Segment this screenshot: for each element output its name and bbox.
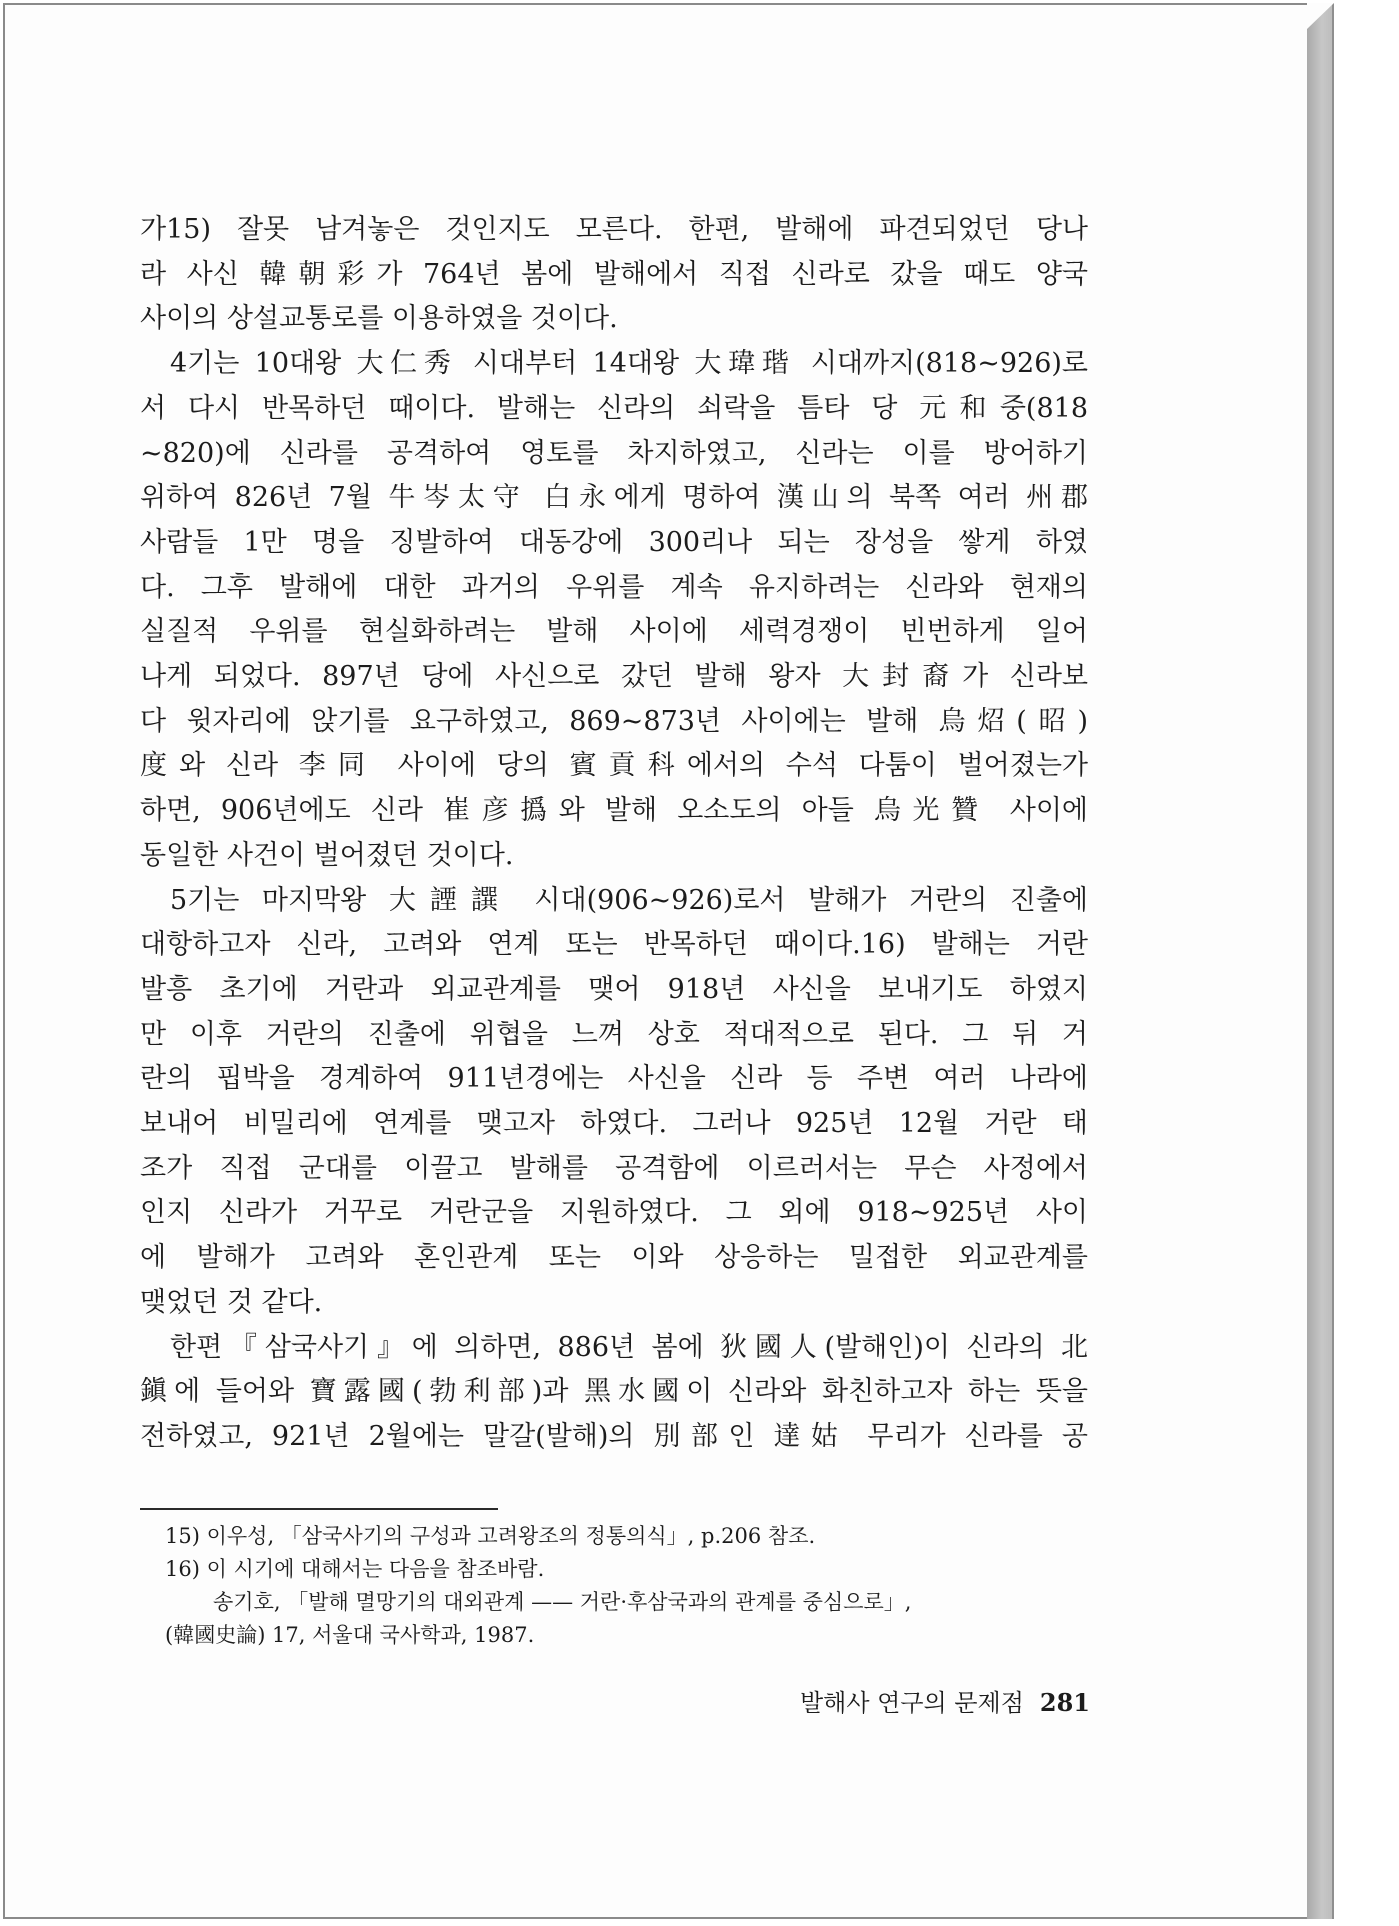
text-line: 전하였고, 921년 2월에는 말갈(발해)의 別部인 達姑 무리가 신라를 공	[140, 1420, 1088, 1452]
text-line: 鎭에 들어와 寶露國(勃利部)과 黑水國이 신라와 화친하고자 하는 뜻을	[140, 1376, 1088, 1408]
text-line: 한편『삼국사기』에 의하면, 886년 봄에 狄國人(발해인)이 신라의 北	[170, 1331, 1088, 1363]
page-stack-edge	[1307, 3, 1334, 1919]
footnote-16: 16) 이 시기에 대해서는 다음을 참조바람.	[165, 1557, 545, 1581]
footnote-divider	[140, 1508, 498, 1510]
text-line: 대항하고자 신라, 고려와 연계 또는 반목하던 때이다.16) 발해는 거란	[140, 929, 1088, 961]
text-line: 하면, 906년에도 신라 崔彦撝와 발해 오소도의 아들 烏光贊 사이에	[140, 795, 1088, 827]
text-line: 다. 그후 발해에 대한 과거의 우위를 계속 유지하려는 신라와 현재의	[140, 571, 1088, 603]
text-line: 사람들 1만 명을 징발하여 대동강에 300리나 되는 장성을 쌓게 하였	[140, 526, 1088, 558]
text-line: 인지 신라가 거꾸로 거란군을 지원하였다. 그 외에 918~925년 사이	[140, 1197, 1088, 1229]
text-line: 4기는 10대왕 大仁秀 시대부터 14대왕 大瑋瑎 시대까지(818~926)로	[170, 348, 1088, 380]
text-line: 가15) 잘못 남겨놓은 것인지도 모른다. 한편, 발해에 파견되었던 당나	[140, 214, 1088, 245]
footnote-16-reference: 송기호, 「발해 멸망기의 대외관계 —— 거란·후삼국과의 관계를 중심으로」,	[213, 1590, 912, 1614]
body-text	[140, 208, 1088, 1460]
text-line: 맺었던 것 같다.	[140, 1286, 323, 1318]
text-line: 만 이후 거란의 진출에 위협을 느껴 상호 적대적으로 된다. 그 뒤 거	[140, 1018, 1088, 1050]
paragraph-3	[140, 879, 1088, 1326]
footnotes	[165, 1520, 1095, 1652]
text-line: 5기는 마지막왕 大諲譔 시대(906~926)로서 발해가 거란의 진출에	[170, 884, 1088, 916]
text-line: 사이의 상설교통로를 이용하였을 것이다.	[140, 303, 618, 335]
text-line: 에 발해가 고려와 혼인관계 또는 이와 상응하는 밀접한 외교관계를	[140, 1242, 1088, 1274]
text-line: 다 윗자리에 앉기를 요구하였고, 869~873년 사이에는 발해 烏炤(昭)	[140, 705, 1088, 737]
text-line: 동일한 사건이 벌어졌던 것이다.	[140, 839, 514, 871]
page-number: 281	[1039, 1688, 1090, 1717]
paragraph-4	[140, 1326, 1088, 1460]
footnote-15: 15) 이우성, 「삼국사기의 구성과 고려왕조의 정통의식」, p.206 참조.	[165, 1524, 816, 1548]
text-line: 위하여 826년 7월 牛岑太守 白永에게 명하여 漢山의 북쪽 여러 州郡	[140, 482, 1088, 514]
text-line: ~820)에 신라를 공격하여 영토를 차지하였고, 신라는 이를 방어하기	[140, 437, 1088, 469]
footnote-16-reference-cont: (韓國史論) 17, 서울대 국사학과, 1987.	[165, 1623, 535, 1647]
text-line: 라 사신 韓朝彩가 764년 봄에 발해에서 직접 신라로 갔을 때도 양국	[140, 258, 1088, 290]
text-line: 실질적 우위를 현실화하려는 발해 사이에 세력경쟁이 빈번하게 일어	[140, 616, 1088, 648]
text-line: 서 다시 반목하던 때이다. 발해는 신라의 쇠락을 틈타 당 元和중(818	[140, 392, 1088, 424]
text-line: 度와 신라 李同 사이에 당의 賓貢科에서의 수석 다툼이 벌어졌는가	[140, 750, 1088, 782]
paragraph-1	[140, 208, 1088, 342]
paragraph-2	[140, 342, 1088, 878]
text-line: 발흥 초기에 거란과 외교관계를 맺어 918년 사신을 보내기도 하였지	[140, 973, 1088, 1005]
text-line: 란의 핍박을 경계하여 911년경에는 사신을 신라 등 주변 여러 나라에	[140, 1063, 1088, 1095]
running-title: 발해사 연구의 문제점	[799, 1689, 1024, 1717]
text-line: 보내어 비밀리에 연계를 맺고자 하였다. 그러나 925년 12월 거란 태	[140, 1108, 1088, 1140]
running-footer	[740, 1688, 1090, 1718]
text-line: 조가 직접 군대를 이끌고 발해를 공격함에 이르러서는 무슨 사정에서	[140, 1152, 1088, 1184]
text-line: 나게 되었다. 897년 당에 사신으로 갔던 발해 왕자 大封裔가 신라보	[140, 661, 1088, 693]
